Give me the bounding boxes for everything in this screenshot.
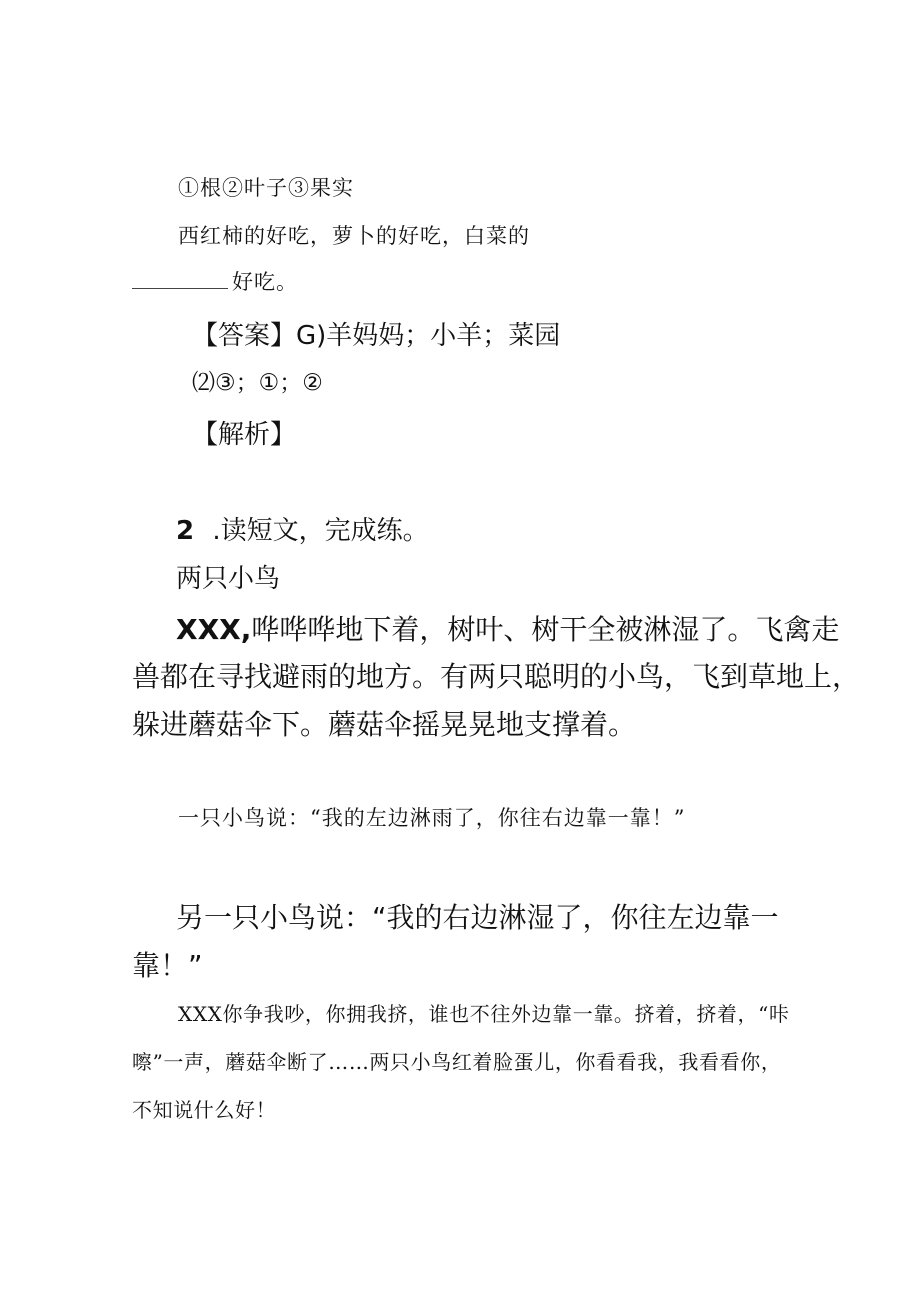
fill-sentence-line2-text: 好吃。: [232, 270, 298, 294]
answer-line2: ⑵③；①；②: [192, 370, 323, 396]
paragraph1-line3: 躲进蘑菇伞下。蘑菇伞摇晃晃地支撑着。: [132, 708, 637, 741]
paragraph1-line1: [176, 613, 840, 646]
answer-blank: [132, 287, 228, 289]
paragraph1-lead: XXX,: [176, 613, 252, 646]
answer-line: 【答案】G)羊妈妈；小羊；菜园: [192, 321, 561, 351]
paragraph3-line1: XXX你争我吵，你拥我挤，谁也不往外边靠一靠。挤着，挤着，“咔: [178, 1002, 790, 1026]
bird1-quote: 一只小鸟说：“我的左边淋雨了，你往右边靠一靠！”: [178, 806, 686, 830]
bird2-line1: 另一只小鸟说：“我的右边淋湿了，你往左边靠一: [176, 901, 779, 934]
options-line: ①根②叶子③果实: [178, 176, 354, 200]
question-text: .读短文，完成练。: [212, 516, 429, 546]
question-heading: [176, 518, 429, 544]
question-number: 2: [176, 516, 195, 546]
paragraph1-line2: 兽都在寻找避雨的地方。有两只聪明的小鸟，飞到草地上，: [132, 660, 861, 693]
analysis-label: 【解析】: [192, 420, 297, 450]
fill-sentence-line1: 西红柿的好吃，萝卜的好吃，白菜的: [178, 224, 530, 248]
paragraph3-line2: 嚓”一声，蘑菇伞断了……两只小鸟红着脸蛋儿，你看看我，我看看你，: [132, 1050, 782, 1074]
story-title: 两只小鸟: [176, 564, 281, 594]
bird2-line2: 靠！”: [132, 949, 203, 982]
fill-sentence-line2: [132, 272, 298, 293]
paragraph3-line3: 不知说什么好！: [132, 1098, 277, 1122]
paragraph1-line1-text: 哗哗哗地下着，树叶、树干全被淋湿了。飞禽走: [251, 613, 840, 646]
